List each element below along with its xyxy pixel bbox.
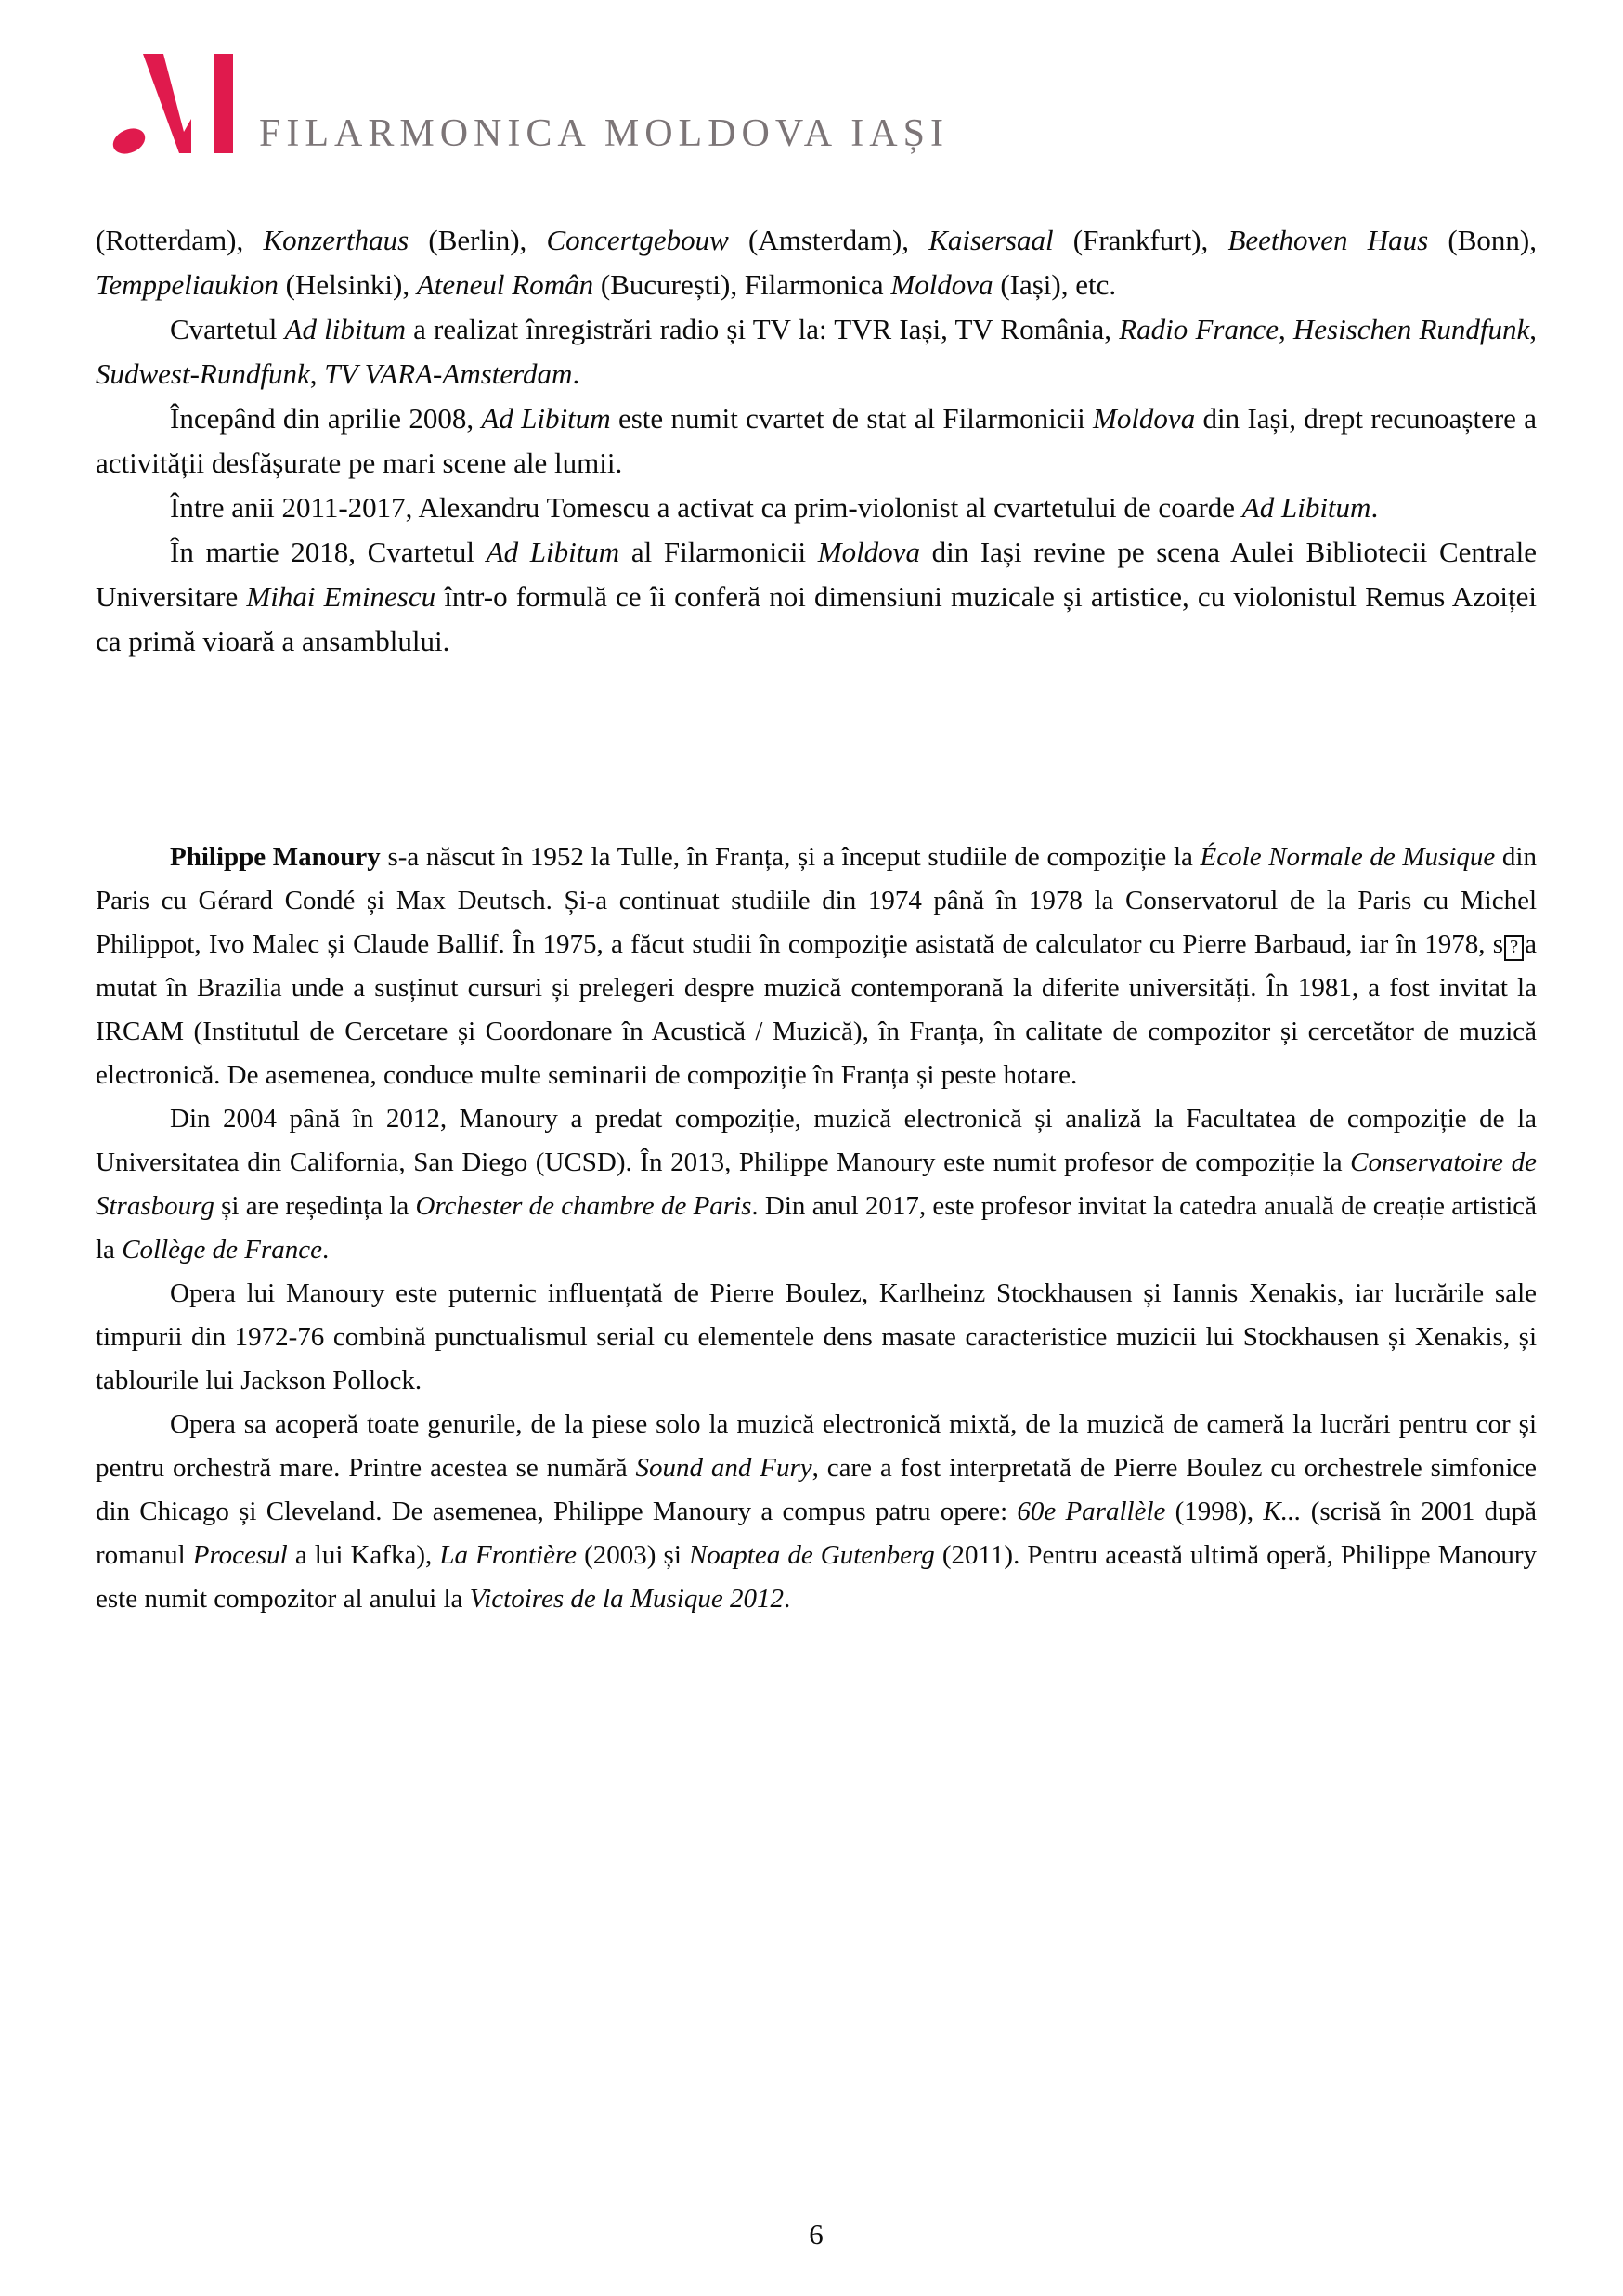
text-run: . Din anul 2017, este profesor invitat la catedra anuală de creație artistică la — [96, 1191, 1537, 1265]
missing-glyph-box: ? — [1504, 935, 1524, 961]
text-run: într-o formulă ce îi conferă noi dimensiuni muzicale și artistice, cu violonistul Remus Azoiței ca primă vioară a ansamblului. — [96, 580, 1537, 657]
text-run: TV VARA-Amsterdam — [324, 357, 573, 390]
paragraph — [96, 836, 1537, 1097]
logo-dot-shape — [109, 123, 149, 158]
text-run: Moldova — [890, 268, 993, 301]
text-run: École Normale de Musique — [1200, 842, 1496, 872]
text-run: și are reședința la — [214, 1191, 416, 1221]
text-run: Ad libitum — [284, 313, 406, 345]
text-run: Hesischen Rundfunk — [1292, 313, 1530, 345]
paragraph — [96, 486, 1537, 530]
text-run: (2011). Pentru această ultimă operă, Philippe Manoury este numit compozitor al anului la — [96, 1540, 1537, 1614]
text-run: . — [1370, 491, 1379, 524]
text-run: Ateneul Român — [416, 268, 594, 301]
text-run: Beethoven Haus — [1227, 224, 1429, 256]
text-run: (Frankfurt), — [1053, 224, 1228, 256]
text-run: . — [322, 1235, 330, 1265]
text-run: . — [783, 1584, 791, 1614]
page-number: 6 — [809, 2218, 824, 2251]
text-run: , care a fost interpretată de Pierre Boulez cu orchestrele simfonice din Chicago și Cleveland. De asemenea, Philippe Manoury a compus patru opere: — [96, 1453, 1538, 1526]
text-run: În martie 2018, Cvartetul — [170, 536, 487, 568]
text-run: Ad Libitum — [486, 536, 620, 568]
text-run: , — [1529, 313, 1538, 345]
paragraph — [96, 1272, 1537, 1403]
text-run: Conservatoire de Strasbourg — [96, 1148, 1537, 1221]
text-run: al Filarmonicii — [619, 536, 818, 568]
paragraph — [96, 218, 1537, 307]
text-run: Noaptea de Gutenberg — [688, 1540, 935, 1570]
text-run: Cvartetul — [170, 313, 285, 345]
text-run: (București), Filarmonica — [593, 268, 891, 301]
text-run: (Helsinki), — [278, 268, 417, 301]
text-run: din Iași revine pe scena Aulei Bibliotecii Centrale Universitare — [96, 536, 1537, 613]
text-run: Moldova — [817, 536, 920, 568]
paragraph — [96, 307, 1537, 396]
text-run: a mutat în Brazilia unde a susținut cursuri și prelegeri despre muzică contemporană la diferite universități. În 1981, a fost invitat la IRCAM (Institutul de Cercetare și Coordonare în Acustică / Muzică), în Franța, în calitate de compozitor și cercetător de muzică electronică. De asemenea, conduce multe seminarii de compoziție în Franța și peste hotare. — [96, 929, 1537, 1090]
text-run: din Iași, drept recunoaștere a activității desfășurate pe mari scene ale lumii. — [96, 402, 1537, 479]
text-run: , — [1278, 313, 1293, 345]
text-run: a lui Kafka), — [287, 1540, 440, 1570]
logo-diagonal-shape — [143, 54, 191, 153]
text-run: Sound and Fury — [635, 1453, 812, 1483]
text-run: (scrisă în 2001 după romanul — [96, 1497, 1537, 1570]
paragraph — [96, 530, 1537, 664]
text-run: Sudwest-Rundfunk — [96, 357, 310, 390]
text-run: . — [572, 357, 580, 390]
text-run: 60e Parallèle — [1017, 1497, 1166, 1526]
text-run: din Paris cu Gérard Condé și Max Deutsch. Și-a continuat studiile din 1974 până în 1978 la Conservatorul de la Paris cu Michel Philippot, Ivo Malec și Claude Ballif. În 1975, a făcut studii în compoziție asistată de calculator cu Pierre Barbaud, iar în 1978, s — [96, 842, 1537, 959]
text-run: Între anii 2011-2017, Alexandru Tomescu a activat ca prim-violonist al cvartetului de coarde — [170, 491, 1242, 524]
text-run: Opera lui Manoury este puternic influențată de Pierre Boulez, Karlheinz Stockhausen și Iannis Xenakis, iar lucrările sale timpurii din 1972-76 combină punctualismul serial cu elementele dens masate caracteristice muzicii lui Stockhausen și Xenakis, și tablourile lui Jackson Pollock. — [96, 1278, 1537, 1395]
text-run: a realizat înregistrări radio și TV la: TVR Iași, TV România, — [405, 313, 1120, 345]
text-run: Din 2004 până în 2012, Manoury a predat compoziție, muzică electronică și analiză la Facultatea de compoziție de la Universitatea din California, San Diego (UCSD). În 2013, Philippe Manoury este numit profesor de compoziție la — [96, 1104, 1537, 1177]
text-run: Începând din aprilie 2008, — [170, 402, 482, 435]
text-run: Mihai Eminescu — [246, 580, 436, 613]
text-run: Collège de France — [122, 1235, 323, 1265]
text-run: (Bonn), — [1428, 224, 1537, 256]
text-run: Procesul — [192, 1540, 288, 1570]
text-run: Temppeliaukion — [96, 268, 279, 301]
text-run: (Amsterdam), — [728, 224, 929, 256]
page-title: FILARMONICA MOLDOVA IAȘI — [259, 112, 949, 155]
text-run: Victoires de la Musique 2012 — [469, 1584, 784, 1614]
page-header — [96, 46, 1537, 158]
paragraph — [96, 396, 1537, 486]
text-run: Konzerthaus — [263, 224, 409, 256]
text-run: s-a născut în 1952 la Tulle, în Franța, și a început studiile de compoziție la — [380, 842, 1201, 872]
text-run: Concertgebouw — [546, 224, 729, 256]
section-philippe-manoury — [96, 836, 1537, 1621]
text-run: Moldova — [1093, 402, 1196, 435]
filarmonica-m-logo-icon — [96, 46, 235, 158]
paragraph — [96, 1403, 1537, 1621]
text-run: Opera sa acoperă toate genurile, de la piese solo la muzică electronică mixtă, de la muzică de cameră la lucrări pentru cor și pentru orchestră mare. Printre acestea se numără — [96, 1409, 1537, 1483]
logo-bar-shape — [214, 54, 233, 153]
text-run: (2003) și — [577, 1540, 689, 1570]
text-run: Kaisersaal — [928, 224, 1054, 256]
text-run: este numit cvartet de stat al Filarmonicii — [610, 402, 1093, 435]
paragraph — [96, 1097, 1537, 1272]
text-run: (Berlin), — [409, 224, 547, 256]
text-run: La Frontière — [439, 1540, 578, 1570]
page-footer — [96, 2218, 1537, 2251]
text-run: Philippe Manoury — [170, 842, 381, 872]
text-run: (1998), — [1165, 1497, 1264, 1526]
text-run: (Iași), etc. — [993, 268, 1117, 301]
text-run: , — [309, 357, 325, 390]
text-run: Ad Libitum — [1241, 491, 1371, 524]
text-run: Radio France — [1119, 313, 1279, 345]
document-body — [96, 218, 1537, 1621]
text-run: K... — [1263, 1497, 1302, 1526]
text-run: (Rotterdam), — [96, 224, 264, 256]
section-ad-libitum — [96, 218, 1537, 664]
text-run: Orchester de chambre de Paris — [415, 1191, 752, 1221]
text-run: Ad Libitum — [481, 402, 611, 435]
